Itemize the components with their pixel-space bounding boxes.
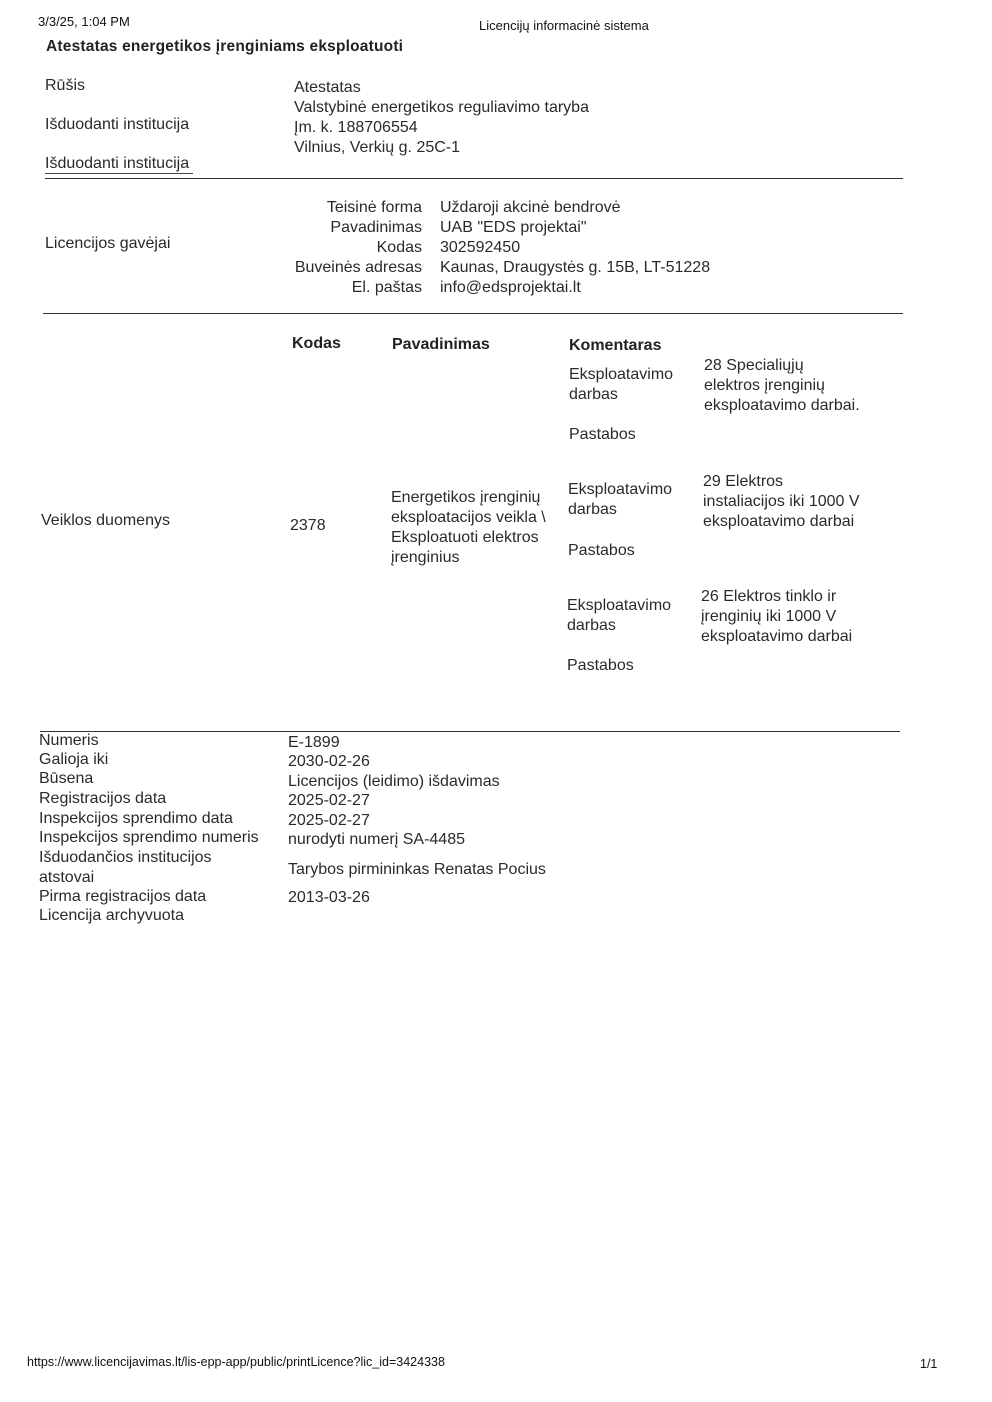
entry-2-description — [703, 472, 860, 532]
reg-number-label: Numeris — [39, 732, 99, 749]
entry-desc-line: įrenginių iki 1000 V — [701, 608, 837, 625]
holder-email-value: info@edsprojektai.lt — [440, 279, 581, 296]
entry-type-line: Eksploatavimo — [568, 481, 673, 498]
issuer-label-2: Išduodanti institucija — [45, 155, 190, 172]
issuer-details — [294, 78, 589, 158]
system-name: Licencijų informacinė sistema — [479, 18, 649, 33]
reg-date-value: 2025-02-27 — [288, 792, 370, 809]
holder-labels — [240, 198, 422, 298]
reg-number-value: E-1899 — [288, 734, 340, 751]
reg-valid-until-label: Galioja iki — [39, 751, 109, 768]
inspection-decision-number-value: nurodyti numerį SA-4485 — [288, 831, 465, 848]
holder-legal-form-label: Teisinė forma — [326, 199, 422, 216]
issuer-address: Vilnius, Verkių g. 25C-1 — [294, 139, 461, 156]
first-registration-date-label: Pirma registracijos data — [39, 888, 207, 905]
document-title: Atestatas energetikos įrenginiams eksploatuoti — [46, 38, 404, 55]
entry-1-notes-label: Pastabos — [569, 426, 636, 443]
entry-desc-line: 29 Elektros — [703, 473, 784, 490]
entry-desc-line: instaliacijos iki 1000 V — [703, 493, 860, 510]
footer-page-number: 1/1 — [920, 1357, 938, 1371]
holder-legal-form-value: Uždaroji akcinė bendrovė — [440, 199, 621, 216]
entry-type-line: darbas — [568, 501, 617, 518]
entry-1-type — [569, 365, 673, 405]
activity-name-line: įrenginius — [391, 549, 460, 566]
activity-code: 2378 — [290, 517, 326, 534]
reg-status-value: Licencijos (leidimo) išdavimas — [288, 773, 500, 790]
issuer-representatives-value: Tarybos pirmininkas Renatas Pocius — [288, 861, 546, 878]
holder-code-label: Kodas — [376, 239, 422, 256]
holder-email-label: El. paštas — [351, 279, 422, 296]
issuer-representatives-label — [39, 848, 212, 888]
entry-desc-line: elektros įrenginių — [704, 377, 825, 394]
entry-desc-line: 28 Specialiųjų — [704, 357, 804, 374]
inspection-decision-date-label: Inspekcijos sprendimo data — [39, 810, 233, 827]
footer-url: https://www.licencijavimas.lt/lis-epp-app/public/printLicence?lic_id=3424338 — [27, 1355, 445, 1369]
activity-name — [391, 488, 546, 568]
issuer-underline — [45, 173, 193, 174]
holder-code-value: 302592450 — [440, 239, 521, 256]
entry-type-line: darbas — [569, 386, 618, 403]
entry-desc-line: eksploatavimo darbai — [701, 628, 853, 645]
entry-1-description — [704, 356, 860, 416]
inspection-decision-number-label: Inspekcijos sprendimo numeris — [39, 829, 259, 846]
type-label: Rūšis — [45, 77, 86, 94]
inspection-decision-date-value: 2025-02-27 — [288, 812, 370, 829]
activity-section-label: Veiklos duomenys — [41, 512, 170, 529]
issuer-code: Įm. k. 188706554 — [294, 119, 418, 136]
entry-3-type — [567, 596, 671, 636]
col-header-comment: Komentaras — [569, 337, 662, 354]
entry-type-line: darbas — [567, 617, 616, 634]
holder-address-value: Kaunas, Draugystės g. 15B, LT-51228 — [440, 259, 711, 276]
activity-name-line: Energetikos įrenginių — [391, 489, 541, 506]
divider-2 — [43, 313, 903, 314]
entry-3-notes-label: Pastabos — [567, 657, 634, 674]
holder-name-label: Pavadinimas — [330, 219, 422, 236]
entry-2-type — [568, 480, 672, 520]
entry-2-notes-label: Pastabos — [568, 542, 635, 559]
entry-desc-line: eksploatavimo darbai — [703, 513, 855, 530]
entry-3-description — [701, 587, 852, 647]
holder-values — [440, 198, 710, 298]
label-line: Išduodančios institucijos — [39, 849, 212, 866]
entry-desc-line: eksploatavimo darbai. — [704, 397, 860, 414]
reg-valid-until-value: 2030-02-26 — [288, 753, 370, 770]
reg-status-label: Būsena — [39, 770, 94, 787]
holder-section-label: Licencijos gavėjai — [45, 235, 171, 252]
divider-1 — [45, 178, 903, 179]
entry-type-line: Eksploatavimo — [569, 366, 674, 383]
first-registration-date-value: 2013-03-26 — [288, 889, 370, 906]
label-line: atstovai — [39, 869, 95, 886]
divider-3 — [40, 731, 900, 732]
activity-name-line: eksploatacijos veikla \ — [391, 509, 546, 526]
entry-desc-line: 26 Elektros tinklo ir — [701, 588, 837, 605]
issuer-name: Valstybinė energetikos reguliavimo taryba — [294, 99, 589, 116]
reg-date-label: Registracijos data — [39, 790, 167, 807]
col-header-name: Pavadinimas — [392, 336, 490, 353]
type-value: Atestatas — [294, 79, 361, 96]
holder-name-value: UAB "EDS projektai" — [440, 219, 587, 236]
entry-type-line: Eksploatavimo — [567, 597, 672, 614]
print-datetime: 3/3/25, 1:04 PM — [38, 14, 130, 29]
licence-archived-label: Licencija archyvuota — [39, 907, 184, 924]
holder-address-label: Buveinės adresas — [294, 259, 422, 276]
activity-name-line: Eksploatuoti elektros — [391, 529, 539, 546]
col-header-code: Kodas — [292, 335, 341, 352]
issuer-label: Išduodanti institucija — [45, 116, 190, 133]
